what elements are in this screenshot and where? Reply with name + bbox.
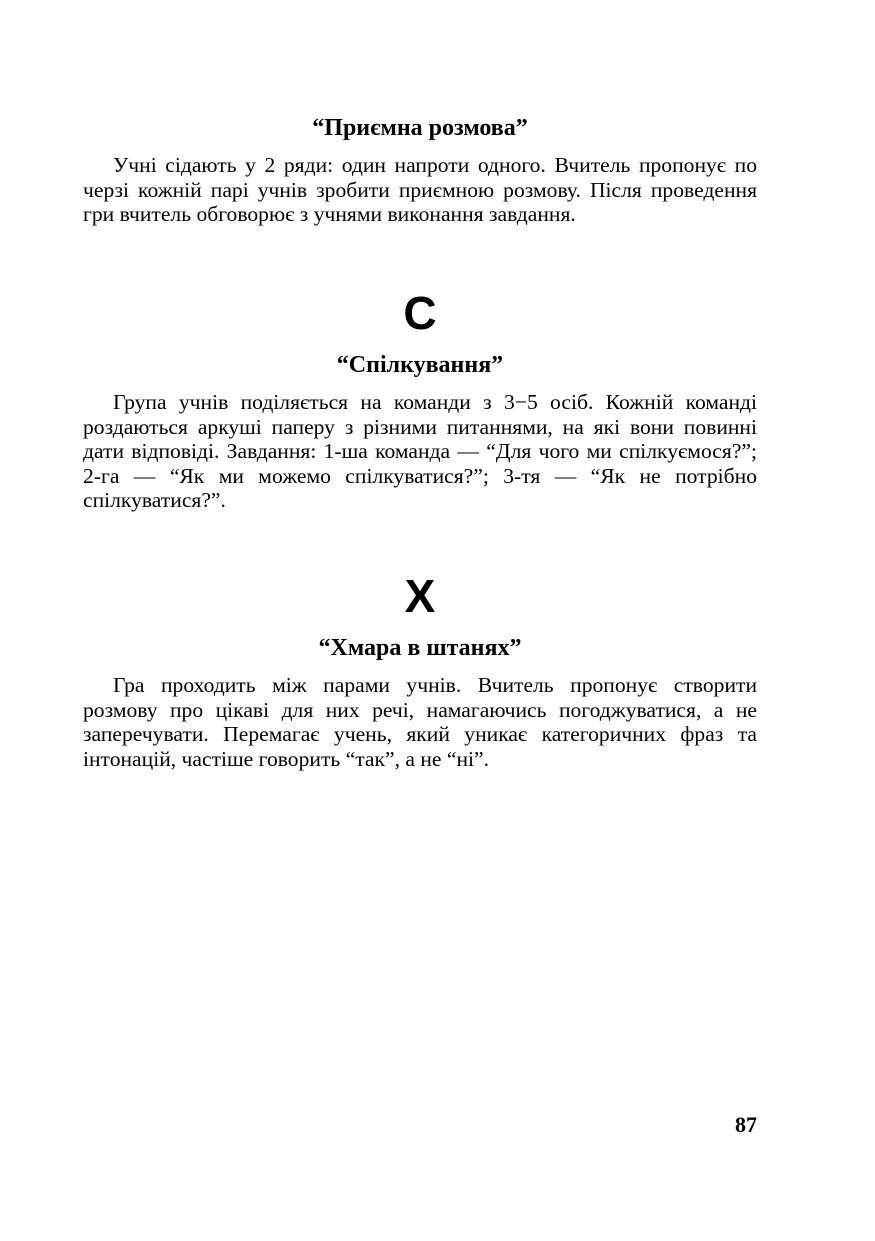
section-text: Учні сідають у 2 ряди: один напроти одного. Вчитель пропонує по черзі кожній парі учнів зробити приємною розмову. Після проведення гри вчитель обговорює з учнями виконання завдання. [83, 153, 757, 227]
page-number: 87 [735, 1112, 757, 1137]
alphabet-letter-heading: Х [404, 570, 436, 622]
section-title: “Приємна розмова” [312, 115, 528, 141]
section-pleasant-conversation [83, 113, 757, 227]
section-letter-s [83, 287, 757, 513]
document-page [83, 0, 757, 1241]
section-text: Група учнів поділяється на команди з 3−5 осіб. Кожній команді роздаються аркуші паперу з різними питаннями, на які вони повинні дати відповіді. Завдання: 1-ша команда — “Для чого ми спілкуємося?”; 2-га — “Як ми можемо спілкуватися?”; 3-тя — “Як не потрібно спілкуватися?”. [83, 390, 757, 513]
section-title: “Хмара в штанях” [318, 635, 522, 661]
section-letter-kh [83, 570, 757, 771]
section-text: Гра проходить між парами учнів. Вчитель пропонує створити розмову про цікаві для них речі, намагаючись погоджуватися, а не заперечувати. Перемагає учень, який уникає категоричних фраз та інтонацій, частіше говорить “так”, а не “ні”. [83, 673, 757, 771]
alphabet-letter-heading: С [403, 287, 437, 339]
section-title: “Спілкування” [336, 352, 504, 378]
